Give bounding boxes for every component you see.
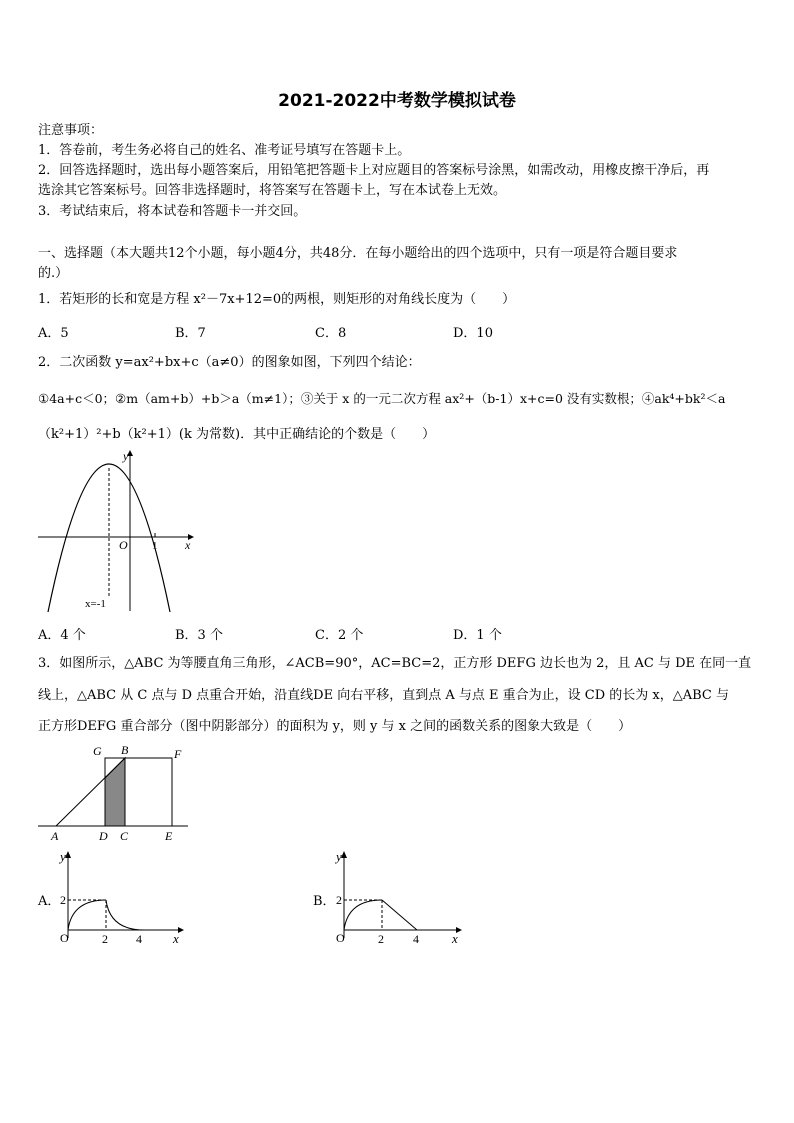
axis-of-symmetry-label: x=-1 xyxy=(85,598,106,610)
q1-option-d: D．10 xyxy=(453,326,493,341)
q3-option-b-graph xyxy=(334,848,469,944)
x-tick-4: 4 xyxy=(413,932,419,944)
q2-option-a: A．4 个 xyxy=(38,628,86,643)
q3-stem-line3: 正方形DEFG 重合部分（图中阴影部分）的面积为 y，则 y 与 x 之间的函数关系的图象大致是（ ） xyxy=(38,719,632,734)
origin-label: O xyxy=(119,538,128,552)
x-axis-label: x xyxy=(452,931,458,944)
q2-option-b: B．3 个 xyxy=(175,628,223,643)
y-axis-label: y xyxy=(123,449,129,463)
q1-option-c: C．8 xyxy=(315,326,347,341)
q2-parabola-graph xyxy=(36,446,198,616)
x-tick-4: 4 xyxy=(136,932,142,944)
notice-heading: 注意事项： xyxy=(38,123,104,138)
notice-item: 2．回答选择题时，选出每小题答案后，用铅笔把答题卡上对应题目的答案标号涂黑，如需改动，用橡皮擦干净后，再 xyxy=(38,163,710,178)
q3-stem-line1: 3．如图所示，△ABC 为等腰直角三角形，∠ACB=90°，AC=BC=2，正方形 DEFG 边长也为 2，且 AC 与 DE 在同一直 xyxy=(38,656,752,671)
q1-option-b: B．7 xyxy=(175,326,206,341)
q3-figure-triangle-square xyxy=(36,742,191,845)
x-tick-2: 2 xyxy=(378,932,384,944)
label-c: C xyxy=(120,829,129,843)
y-axis-label: y xyxy=(60,849,66,864)
label-g: G xyxy=(93,744,102,758)
origin-label: O xyxy=(336,931,345,944)
label-f: F xyxy=(174,747,182,761)
q2-conclusions: ①4a+c＜0；②m（am+b）+b＞a（m≠1）；③关于 x 的一元二次方程 ax²+（b-1）x+c=0 没有实数根；④ak⁴+bk²＜a xyxy=(38,391,726,406)
label-d: D xyxy=(99,829,108,843)
section-heading: 一、选择题（本大题共12个小题，每小题4分，共48分．在每小题给出的四个选项中，只有一项是符合题目要求 xyxy=(38,246,678,261)
origin-label: O xyxy=(60,931,69,944)
q2-stem: 2．二次函数 y=ax²+bx+c（a≠0）的图象如图，下列四个结论： xyxy=(38,355,421,370)
q3-option-a-graph xyxy=(58,848,188,944)
q2-option-c: C．2 个 xyxy=(315,628,364,643)
q2-option-d: D．1 个 xyxy=(453,628,502,643)
tick-label-1: 1 xyxy=(152,540,158,552)
notice-item: 选涂其它答案标号。回答非选择题时，将答案写在答题卡上，写在本试卷上无效。 xyxy=(38,183,507,198)
label-a: A xyxy=(51,829,59,843)
x-tick-2: 2 xyxy=(102,932,108,944)
y-tick-2: 2 xyxy=(336,893,342,907)
notice-item: 3．考试结束后，将本试卷和答题卡一并交回。 xyxy=(38,204,307,219)
q1-option-a: A．5 xyxy=(38,326,69,341)
page-title: 2021-2022中考数学模拟试卷 xyxy=(278,91,516,111)
label-b: B xyxy=(121,743,129,757)
q1-stem: 1．若矩形的长和宽是方程 x²－7x+12=0的两根，则矩形的对角线长度为（ ） xyxy=(38,292,516,307)
x-axis-label: x xyxy=(173,931,179,944)
label-e: E xyxy=(165,829,173,843)
y-tick-2: 2 xyxy=(60,893,66,907)
x-axis-label: x xyxy=(185,538,191,552)
q2-question: （k²+1）²+b（k²+1）(k 为常数)．其中正确结论的个数是（ ） xyxy=(38,427,436,442)
q3-option-b-label: B． xyxy=(313,894,336,909)
q3-stem-line2: 线上，△ABC 从 C 点与 D 点重合开始，沿直线DE 向右平移，直到点 A 与点 E 重合为止，设 CD 的长为 x，△ABC 与 xyxy=(38,688,729,703)
section-heading-cont: 的.） xyxy=(38,266,69,281)
y-axis-label: y xyxy=(336,849,342,864)
notice-item: 1．答卷前，考生务必将自己的姓名、准考证号填写在答题卡上。 xyxy=(38,143,411,158)
q3-option-a-label: A． xyxy=(38,894,61,909)
